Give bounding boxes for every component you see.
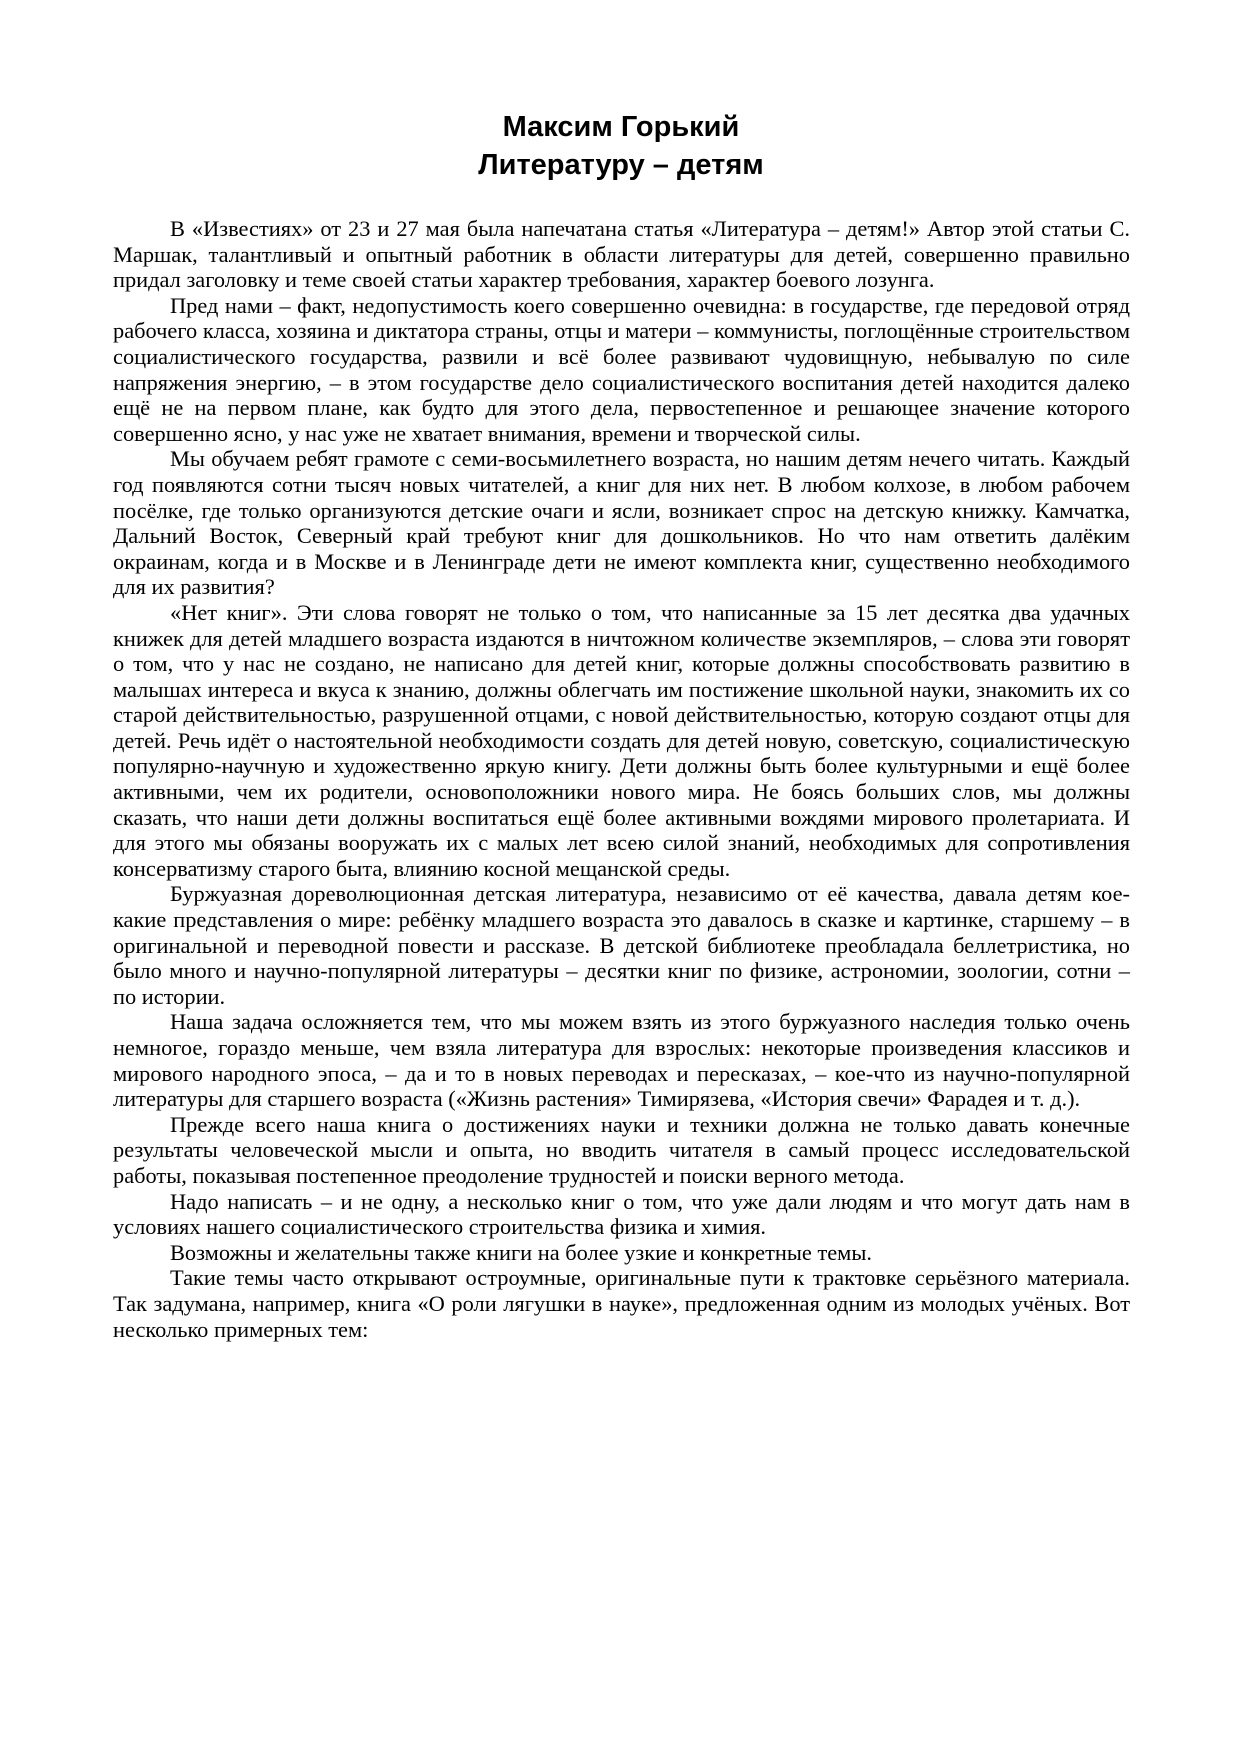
- title-block: [0, 108, 1242, 184]
- paragraph: Пред нами – факт, недопустимость коего совершенно очевидна: в государстве, где передовой отряд рабочего класса, хозяина и диктатора страны, отцы и матери – коммунисты, поглощённые строительством социалистического государства, развили и всё более развивают чудовищную, небывалую по силе напряжения энергию, – в этом государстве дело социалистического воспитания детей находится далеко ещё не на первом плане, как будто для этого дела, первостепенное и решающее значение которого совершенно ясно, у нас уже не хватает внимания, времени и творческой силы.: [113, 292, 1130, 446]
- paragraph: Мы обучаем ребят грамоте с семи-восьмилетнего возраста, но нашим детям нечего читать. Каждый год появляются сотни тысяч новых читателей, а книг для них нет. В любом колхозе, в любом рабочем посёлке, где только организуются детские очаги и ясли, возникает спрос на детскую книжку. Камчатка, Дальний Восток, Северный край требуют книг для дошкольников. Но что нам ответить далёким окраинам, когда и в Москве и в Ленинграде дети не имеют комплекта книг, существенно необходимого для их развития?: [113, 446, 1130, 600]
- paragraph: Возможны и желательны также книги на более узкие и конкретные темы.: [170, 1239, 872, 1265]
- paragraph: Надо написать – и не одну, а несколько книг о том, что уже дали людям и что могут дать нам в условиях нашего социалистического строительства физика и химия.: [113, 1188, 1130, 1240]
- paragraph: Буржуазная дореволюционная детская литература, независимо от её качества, давала детям кое-какие представления о мире: ребёнку младшего возраста это давалось в сказке и картинке, старшему – в оригинальной и переводной повести и рассказе. В детской библиотеке преобладала беллетристика, но было много и научно-популярной литературы – десятки книг по физике, астрономии, зоологии, сотни – по истории.: [113, 881, 1130, 1009]
- author-name: Максим Горький: [502, 111, 740, 143]
- article-body: [113, 216, 1130, 1342]
- article-title: Литературу – детям: [478, 149, 764, 181]
- paragraph: В «Известиях» от 23 и 27 мая была напечатана статья «Литература – детям!» Автор этой статьи С. Маршак, талантливый и опытный работник в области литературы для детей, совершенно правильно придал заголовку и теме своей статьи характер требования, характер боевого лозунга.: [113, 216, 1130, 293]
- paragraph: Прежде всего наша книга о достижениях науки и техники должна не только давать конечные результаты человеческой мысли и опыта, но вводить читателя в самый процесс исследовательской работы, показывая постепенное преодоление трудностей и поиски верного метода.: [113, 1111, 1130, 1188]
- paragraph: «Нет книг». Эти слова говорят не только о том, что написанные за 15 лет десятка два удачных книжек для детей младшего возраста издаются в ничтожном количестве экземпляров, – слова эти говорят о том, что у нас не создано, не написано для детей книг, которые должны способствовать развитию в малышах интереса и вкуса к знанию, должны облегчать им постижение школьной науки, знакомить их со старой действительностью, разрушенной отцами, с новой действительностью, которую создают отцы для детей. Речь идёт о настоятельной необходимости создать для детей новую, советскую, социалистическую популярно-научную и художественно яркую книгу. Дети должны быть более культурными и ещё более активными, чем их родители, основоположники нового мира. Не боясь больших слов, мы должны сказать, что наши дети должны воспитаться ещё более активными вождями мирового пролетариата. И для этого мы обязаны вооружать их с малых лет всею силой знаний, необходимых для сопротивления консерватизму старого быта, влиянию косной мещанской среды.: [113, 599, 1130, 881]
- paragraph: Такие темы часто открывают остроумные, оригинальные пути к трактовке серьёзного материала. Так задумана, например, книга «О роли лягушки в науке», предложенная одним из молодых учёных. Вот несколько примерных тем:: [113, 1265, 1130, 1342]
- paragraph: Наша задача осложняется тем, что мы можем взять из этого буржуазного наследия только очень немногое, гораздо меньше, чем взяла литература для взрослых: некоторые произведения классиков и мирового народного эпоса, – да и то в новых переводах и пересказах, – кое-что из научно-популярной литературы для старшего возраста («Жизнь растения» Тимирязева, «История свечи» Фарадея и т. д.).: [113, 1009, 1130, 1112]
